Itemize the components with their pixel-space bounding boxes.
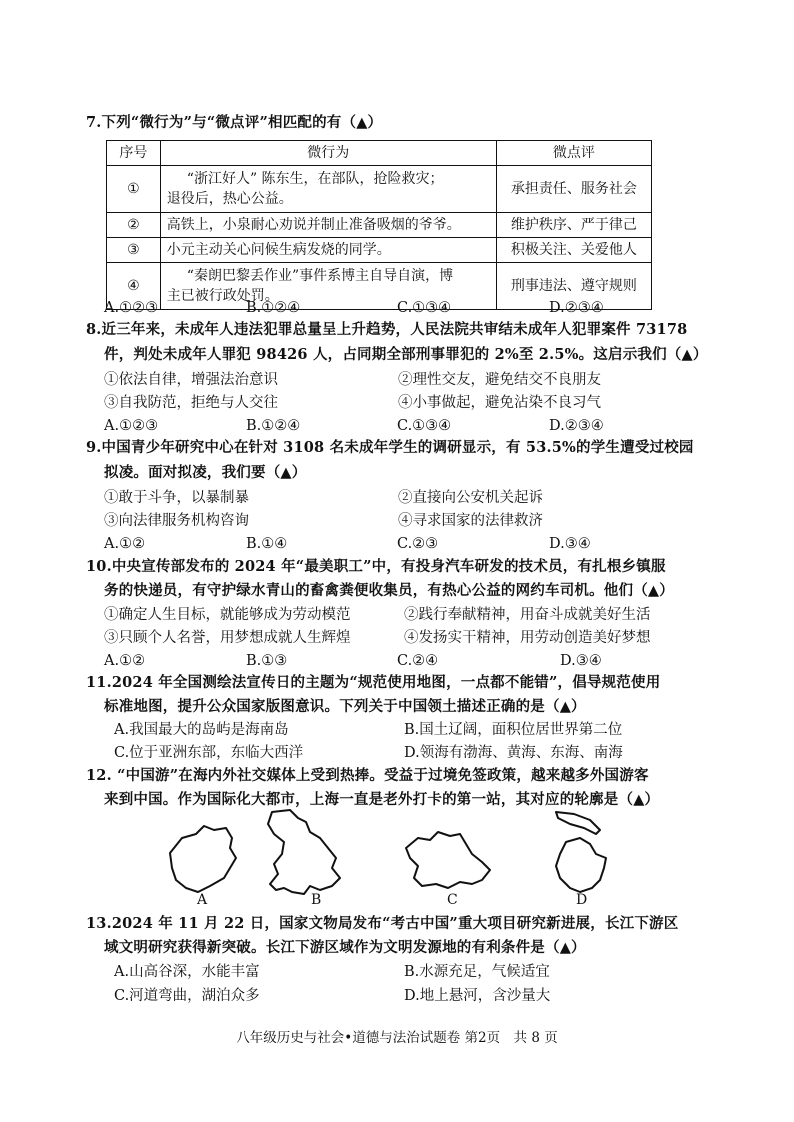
q7-option-c[interactable]: C.①③④ xyxy=(397,300,452,316)
q7-row2-review: 维护秩序、严于律己 xyxy=(496,213,651,238)
q8-option-d[interactable]: D.②③④ xyxy=(549,418,604,434)
q8-item-2: ②理性交友，避免结交不良朋友 xyxy=(398,372,601,388)
q10-item-1: ①确定人生目标，就能够成为劳动模范 xyxy=(104,607,351,623)
q12-stem-line2: 来到中国。作为国际化大都市，上海一直是老外打卡的第一站，其对应的轮廓是（▲） xyxy=(104,791,660,808)
table-row xyxy=(107,238,652,263)
q8-stem-line2: 件，判处未成年人罪犯 98426 人，占同期全部刑事罪犯的 2%至 2.5%。这启示我们（▲） xyxy=(104,346,708,363)
q7-row4-act-line2: 主已被行政处罚。 xyxy=(166,288,279,304)
q12-stem-line1: 12. “中国游”在海内外社交媒体上受到热捧。受益于过境免签政策，越来越多外国游客 xyxy=(86,767,649,784)
q11-stem-line2: 标准地图，提升公众国家版图意识。下列关于中国领土描述正确的是（▲） xyxy=(104,698,586,715)
q9-option-a[interactable]: A.①② xyxy=(104,536,146,552)
q9-item-1: ①敢于斗争，以暴制暴 xyxy=(104,490,249,506)
table-row xyxy=(107,213,652,238)
q11-option-d[interactable]: D.领海有渤海、黄海、东海、南海 xyxy=(404,745,623,761)
q7-row3-act: 小元主动关心问候生病发烧的同学。 xyxy=(160,238,496,263)
q7-header-act: 微行为 xyxy=(160,141,496,166)
q10-stem-line2: 务的快递员，有守护绿水青山的畜禽粪便收集员，有热心公益的网约车司机。他们（▲） xyxy=(104,582,674,599)
q7-row1-num: ① xyxy=(107,166,161,213)
q7-header-num: 序号 xyxy=(107,141,161,166)
q7-row3-num: ③ xyxy=(107,238,161,263)
q7-row4-review: 刑事违法、遵守规则 xyxy=(496,263,651,310)
q9-stem-line2: 拟凌。面对拟凌，我们要（▲） xyxy=(104,464,307,481)
q7-option-a[interactable]: A.①②③ xyxy=(104,300,159,316)
q9-option-b[interactable]: B.①④ xyxy=(246,536,288,552)
q7-row1-review: 承担责任、服务社会 xyxy=(496,166,651,213)
q10-option-c[interactable]: C.②④ xyxy=(397,653,439,669)
q7-row1-act xyxy=(160,166,496,213)
q7-row2-act: 高铁上，小泉耐心劝说并制止准备吸烟的爷爷。 xyxy=(160,213,496,238)
q10-item-4: ④发扬实干精神，用劳动创造美好梦想 xyxy=(404,630,651,646)
map-outline-d-mainland xyxy=(556,838,606,892)
map-outline-a xyxy=(170,826,236,892)
q7-option-b[interactable]: B.①②④ xyxy=(246,300,301,316)
q10-option-d[interactable]: D.③④ xyxy=(560,653,602,669)
q9-item-3: ③向法律服务机构咨询 xyxy=(104,513,249,529)
q7-row1-act-line2: 退役后，热心公益。 xyxy=(166,191,293,207)
page-footer: 八年级历史与社会•道德与法治试题卷 第2页 共 8 页 xyxy=(236,1030,558,1046)
q9-stem-line1: 9.中国青少年研究中心在针对 3108 名未成年学生的调研显示，有 53.5%的学生遭受过校园 xyxy=(86,439,694,456)
q7-header-review: 微点评 xyxy=(496,141,651,166)
q12-label-d: D xyxy=(576,892,588,908)
q13-stem-line1: 13.2024 年 11 月 22 日，国家文物局发布“考古中国”重大项目研究新进展，长江下游区 xyxy=(86,915,679,932)
q7-row2-num: ② xyxy=(107,213,161,238)
q11-option-a[interactable]: A.我国最大的岛屿是海南岛 xyxy=(114,722,289,738)
q10-option-b[interactable]: B.①③ xyxy=(246,653,288,669)
q10-stem-line1: 10.中央宣传部发布的 2024 年“最美职工”中，有投身汽车研发的技术员，有扎根乡镇服 xyxy=(86,558,666,575)
q10-item-2: ②践行奉献精神，用奋斗成就美好生活 xyxy=(404,607,651,623)
q13-option-b[interactable]: B.水源充足，气候适宜 xyxy=(404,964,550,980)
q11-option-b[interactable]: B.国土辽阔，面积位居世界第二位 xyxy=(404,722,623,738)
q8-item-3: ③自我防范，拒绝与人交往 xyxy=(104,395,278,411)
map-outline-d-island xyxy=(556,812,600,834)
q9-item-4: ④寻求国家的法律救济 xyxy=(398,513,543,529)
q8-item-4: ④小事做起，避免沾染不良习气 xyxy=(398,395,601,411)
q7-table xyxy=(106,140,652,310)
q13-option-d[interactable]: D.地上悬河，含沙量大 xyxy=(404,988,551,1004)
q8-option-c[interactable]: C.①③④ xyxy=(397,418,452,434)
q13-option-c[interactable]: C.河道弯曲，湖泊众多 xyxy=(114,988,260,1004)
q7-table-header xyxy=(107,141,652,166)
q12-label-c: C xyxy=(447,892,458,908)
q12-label-a: A xyxy=(197,892,208,908)
q12-outline-maps xyxy=(160,808,620,910)
q8-stem-line1: 8.近三年来，未成年人违法犯罪总量呈上升趋势，人民法院共审结未成年人犯罪案件 73178 xyxy=(86,321,688,338)
q8-option-a[interactable]: A.①②③ xyxy=(104,418,159,434)
q10-option-a[interactable]: A.①② xyxy=(104,653,146,669)
q12-outline-figure xyxy=(160,808,620,910)
q11-stem-line1: 11.2024 年全国测绘法宣传日的主题为“规范使用地图，一点都不能错”，倡导规范使用 xyxy=(86,674,661,691)
q7-row1-act-line1: “浙江好人” 陈东生，在部队，抢险救灾； xyxy=(186,171,444,187)
q11-option-c[interactable]: C.位于亚洲东部，东临大西洋 xyxy=(114,745,304,761)
q9-item-2: ②直接向公安机关起诉 xyxy=(398,490,543,506)
q8-item-1: ①依法自律，增强法治意识 xyxy=(104,372,278,388)
q9-option-d[interactable]: D.③④ xyxy=(549,536,591,552)
q12-label-b: B xyxy=(311,892,322,908)
map-outline-c xyxy=(406,832,490,888)
q7-row3-review: 积极关注、关爱他人 xyxy=(496,238,651,263)
q7-row4-num: ④ xyxy=(107,263,161,310)
q7-option-d[interactable]: D.②③④ xyxy=(549,300,604,316)
table-row xyxy=(107,166,652,213)
q13-option-a[interactable]: A.山高谷深，水能丰富 xyxy=(114,964,260,980)
q13-stem-line2: 域文明研究获得新突破。长江下游区域作为文明发源地的有利条件是（▲） xyxy=(104,939,586,956)
q7-row4-act-line1: “秦朗巴黎丢作业”事件系博主自导自演，博 xyxy=(186,268,454,284)
q10-item-3: ③只顾个人名誉，用梦想成就人生辉煌 xyxy=(104,630,351,646)
q8-option-b[interactable]: B.①②④ xyxy=(246,418,301,434)
q7-stem: 7.下列“微行为”与“微点评”相匹配的有（▲） xyxy=(86,114,383,131)
map-outline-b xyxy=(268,810,340,894)
q9-option-c[interactable]: C.②③ xyxy=(397,536,439,552)
